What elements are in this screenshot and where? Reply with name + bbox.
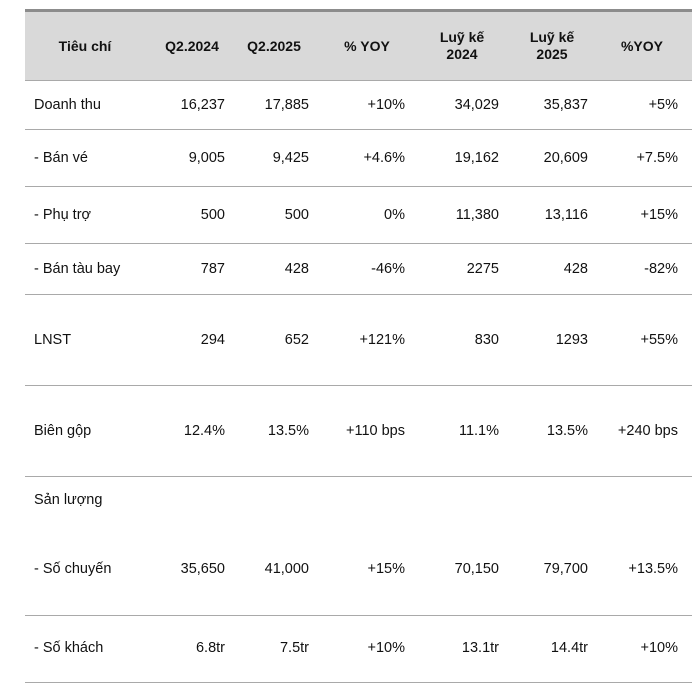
financial-table bbox=[25, 9, 692, 683]
cell-q2-2025: 17,885 bbox=[264, 96, 309, 113]
cell-cumulative-2025: 13.5% bbox=[546, 422, 588, 439]
cell-q2-2024: 9,005 bbox=[188, 149, 225, 166]
cell-cumulative-2025: 13,116 bbox=[544, 206, 588, 223]
cell-q2-2025: 41,000 bbox=[264, 560, 309, 577]
row-label: - Bán tàu bay bbox=[34, 260, 121, 277]
header-criteria: Tiêu chí bbox=[58, 37, 112, 54]
header-yoy: % YOY bbox=[344, 37, 390, 54]
cell-yoy: +4.6% bbox=[363, 149, 405, 166]
table-row bbox=[25, 386, 692, 477]
cell-q2-2025: 652 bbox=[284, 331, 309, 348]
table-row bbox=[25, 130, 692, 187]
cell-cumulative-2024: 19,162 bbox=[454, 149, 499, 166]
cell-q2-2024: 16,237 bbox=[180, 96, 225, 113]
table-header-row bbox=[25, 9, 692, 81]
cell-q2-2024: 294 bbox=[200, 331, 225, 348]
cell-cumulative-2025: 428 bbox=[563, 260, 588, 277]
cell-yoy-cumulative: +5% bbox=[648, 96, 678, 113]
cell-cumulative-2024: 11.1% bbox=[458, 422, 499, 439]
cell-q2-2024: 12.4% bbox=[183, 422, 225, 439]
cell-cumulative-2024: 2275 bbox=[466, 260, 499, 277]
header-q2-2024: Q2.2024 bbox=[165, 37, 219, 54]
header-cumulative-2024: Luỹ kế 2024 bbox=[439, 29, 485, 62]
cell-cumulative-2025: 79,700 bbox=[543, 560, 588, 577]
cell-yoy-cumulative: +55% bbox=[640, 331, 678, 348]
cell-q2-2025: 13.5% bbox=[267, 422, 309, 439]
cell-yoy-cumulative: +15% bbox=[640, 206, 678, 223]
table-row bbox=[25, 477, 692, 523]
cell-yoy: 0% bbox=[384, 206, 405, 223]
cell-q2-2024: 6.8tr bbox=[195, 640, 225, 656]
cell-q2-2025: 428 bbox=[284, 260, 309, 277]
cell-q2-2024: 787 bbox=[200, 260, 225, 277]
cell-q2-2024: 500 bbox=[200, 206, 225, 223]
cell-yoy: +15% bbox=[367, 560, 405, 577]
cell-q2-2024: 35,650 bbox=[180, 560, 225, 577]
cell-yoy-cumulative: -82% bbox=[644, 260, 678, 277]
table-row bbox=[25, 81, 692, 130]
row-label: LNST bbox=[34, 331, 72, 348]
cell-yoy: +121% bbox=[359, 331, 405, 348]
table-row bbox=[25, 523, 692, 616]
table-row bbox=[25, 295, 692, 386]
row-label: - Số chuyến bbox=[34, 560, 112, 577]
row-label: - Số khách bbox=[34, 640, 104, 656]
table-row bbox=[25, 187, 692, 244]
cell-cumulative-2024: 830 bbox=[474, 331, 499, 348]
cell-yoy-cumulative: +10% bbox=[640, 640, 678, 656]
cell-cumulative-2025: 35,837 bbox=[543, 96, 588, 113]
cell-yoy-cumulative: +13.5% bbox=[628, 560, 678, 577]
cell-yoy: +10% bbox=[367, 96, 405, 113]
cell-yoy: +10% bbox=[367, 640, 405, 656]
cell-yoy: +110 bps bbox=[346, 422, 405, 439]
cell-cumulative-2025: 20,609 bbox=[543, 149, 588, 166]
cell-yoy-cumulative: +240 bps bbox=[617, 422, 678, 439]
cell-cumulative-2024: 70,150 bbox=[454, 560, 499, 577]
cell-q2-2025: 7.5tr bbox=[279, 640, 309, 656]
row-label: Biên gộp bbox=[34, 422, 92, 439]
header-cumulative-2025: Luỹ kế 2025 bbox=[529, 29, 575, 62]
header-q2-2025: Q2.2025 bbox=[247, 37, 301, 54]
cell-cumulative-2025: 1293 bbox=[555, 331, 588, 348]
cell-q2-2025: 9,425 bbox=[272, 149, 309, 166]
row-label: Doanh thu bbox=[34, 96, 101, 113]
cell-yoy: -46% bbox=[371, 260, 405, 277]
row-label: - Phụ trợ bbox=[34, 206, 92, 223]
cell-q2-2025: 500 bbox=[284, 206, 309, 223]
cell-cumulative-2025: 14.4tr bbox=[550, 640, 588, 656]
cell-cumulative-2024: 13.1tr bbox=[461, 640, 499, 656]
row-label: - Bán vé bbox=[34, 149, 88, 166]
cell-cumulative-2024: 34,029 bbox=[454, 96, 499, 113]
cell-cumulative-2024: 11,380 bbox=[455, 206, 499, 223]
header-yoy-cumulative: %YOY bbox=[620, 37, 663, 54]
table-row bbox=[25, 616, 692, 683]
table-row bbox=[25, 244, 692, 295]
cell-yoy-cumulative: +7.5% bbox=[636, 149, 678, 166]
row-label: Sản lượng bbox=[34, 491, 103, 508]
